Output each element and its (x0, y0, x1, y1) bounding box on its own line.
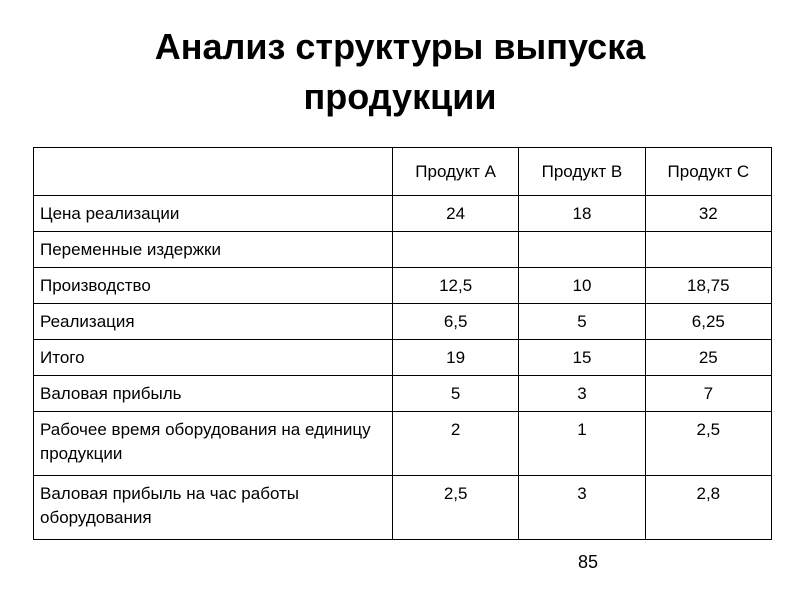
cell-product-a: 12,5 (392, 268, 518, 304)
row-label: Реализация (34, 304, 393, 340)
table-row (34, 304, 772, 340)
cell-product-a: 5 (392, 376, 518, 412)
cell-product-c: 6,25 (645, 304, 771, 340)
cell-product-b: 5 (519, 304, 645, 340)
cell-product-a: 24 (392, 196, 518, 232)
table-row (34, 412, 772, 476)
cell-product-c: 32 (645, 196, 771, 232)
title-line-1: Анализ структуры выпуска (154, 26, 646, 67)
row-label: Рабочее время оборудования на единицу продукции (34, 412, 393, 476)
cell-product-b: 3 (519, 476, 645, 540)
data-table (33, 147, 772, 540)
cell-product-a (392, 232, 518, 268)
cell-product-c: 2,8 (645, 476, 771, 540)
row-label: Итого (34, 340, 393, 376)
cell-product-c: 18,75 (645, 268, 771, 304)
cell-product-c: 2,5 (645, 412, 771, 476)
table-header-row (34, 148, 772, 196)
header-empty-cell (34, 148, 393, 196)
cell-product-c (645, 232, 771, 268)
row-label: Переменные издержки (34, 232, 393, 268)
table-row (34, 476, 772, 540)
row-label: Цена реализации (34, 196, 393, 232)
cell-product-a: 19 (392, 340, 518, 376)
row-label: Производство (34, 268, 393, 304)
table-row (34, 376, 772, 412)
header-product-b: Продукт В (519, 148, 645, 196)
cell-product-b: 3 (519, 376, 645, 412)
cell-product-b: 10 (519, 268, 645, 304)
cell-product-b: 1 (519, 412, 645, 476)
cell-product-b (519, 232, 645, 268)
cell-product-a: 6,5 (392, 304, 518, 340)
header-product-c: Продукт С (645, 148, 771, 196)
cell-product-b: 18 (519, 196, 645, 232)
table-row (34, 232, 772, 268)
header-product-a: Продукт А (392, 148, 518, 196)
row-label: Валовая прибыль (34, 376, 393, 412)
cell-product-a: 2,5 (392, 476, 518, 540)
cell-product-b: 15 (519, 340, 645, 376)
table-row (34, 340, 772, 376)
cell-product-c: 25 (645, 340, 771, 376)
cell-product-a: 2 (392, 412, 518, 476)
cell-product-c: 7 (645, 376, 771, 412)
title-line-2: продукции (303, 76, 497, 117)
page-number: 85 (578, 552, 599, 572)
table-row (34, 196, 772, 232)
table-row (34, 268, 772, 304)
row-label: Валовая прибыль на час работы оборудования (34, 476, 393, 540)
page-title (0, 22, 800, 122)
